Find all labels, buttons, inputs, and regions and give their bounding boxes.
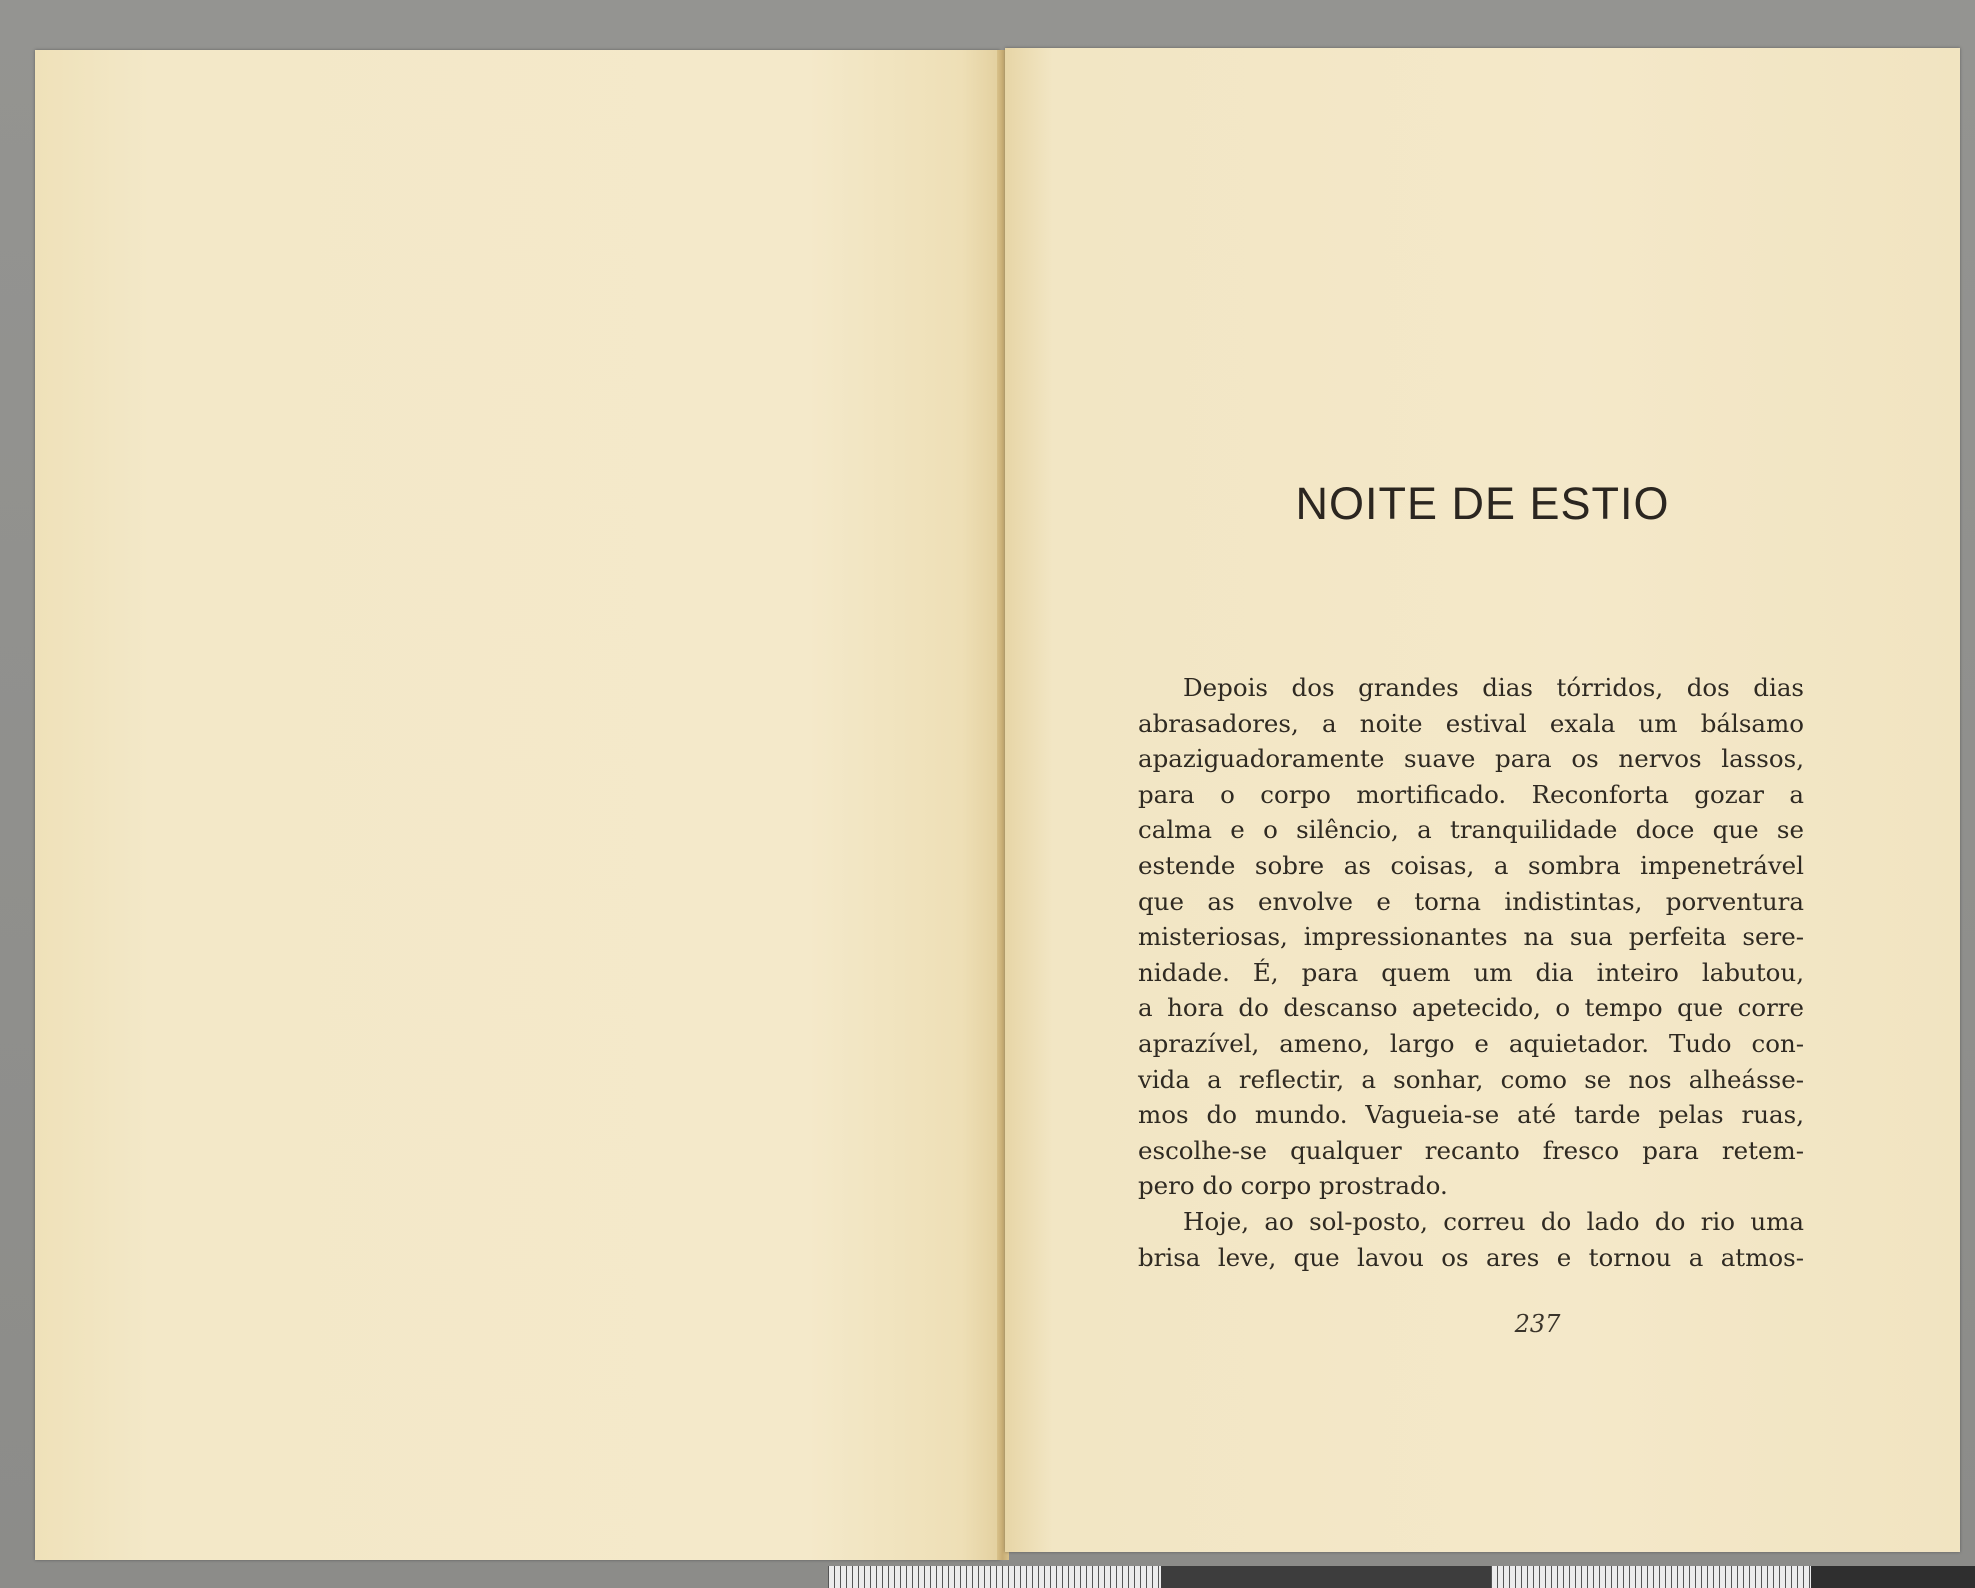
text-line: para o corpo mortificado. Reconforta gozar a	[1138, 779, 1804, 809]
scale-ruler	[828, 1566, 1975, 1588]
ruler-dark-segment	[1811, 1566, 1975, 1588]
text-line: a hora do descanso apetecido, o tempo que corre	[1138, 993, 1804, 1023]
text-line: pero do corpo prostrado.	[1138, 1171, 1448, 1201]
ruler-ticks	[1491, 1566, 1811, 1588]
text-line: Hoje, ao sol-posto, correu do lado do rio uma	[1183, 1206, 1804, 1236]
text-line: brisa leve, que lavou os ares e tornou a atmos-	[1138, 1242, 1804, 1272]
ruler-dark-segment	[1161, 1566, 1491, 1588]
text-line: nidade. É, para quem um dia inteiro labutou,	[1138, 957, 1804, 987]
text-line: escolhe-se qualquer recanto fresco para retem-	[1138, 1135, 1804, 1165]
open-book	[30, 50, 1934, 1560]
ruler-ticks	[828, 1566, 1161, 1588]
text-line: vida a reflectir, a sonhar, como se nos alheásse-	[1138, 1064, 1804, 1094]
right-page	[1005, 48, 1960, 1552]
text-line: que as envolve e torna indistintas, porventura	[1138, 886, 1804, 916]
text-line: apaziguadoramente suave para os nervos lassos,	[1138, 744, 1804, 774]
paragraph-1	[1138, 670, 1804, 1204]
body-text	[1138, 670, 1804, 1275]
text-line: aprazível, ameno, largo e aquietador. Tudo con-	[1138, 1028, 1804, 1058]
page-number: 237	[1514, 1310, 1561, 1338]
text-line: mos do mundo. Vagueia-se até tarde pelas ruas,	[1138, 1100, 1804, 1130]
chapter-title: NOITE DE ESTIO	[1295, 478, 1670, 529]
text-line: misteriosas, impressionantes na sua perfeita sere-	[1138, 922, 1804, 952]
left-page-blank	[35, 50, 1000, 1560]
text-line: estende sobre as coisas, a sombra impenetrável	[1138, 850, 1804, 880]
paragraph-2	[1138, 1204, 1804, 1275]
text-line: abrasadores, a noite estival exala um bálsamo	[1138, 708, 1804, 738]
text-line: Depois dos grandes dias tórridos, dos dias	[1183, 673, 1804, 702]
text-line: calma e o silêncio, a tranquilidade doce que se	[1138, 815, 1804, 845]
